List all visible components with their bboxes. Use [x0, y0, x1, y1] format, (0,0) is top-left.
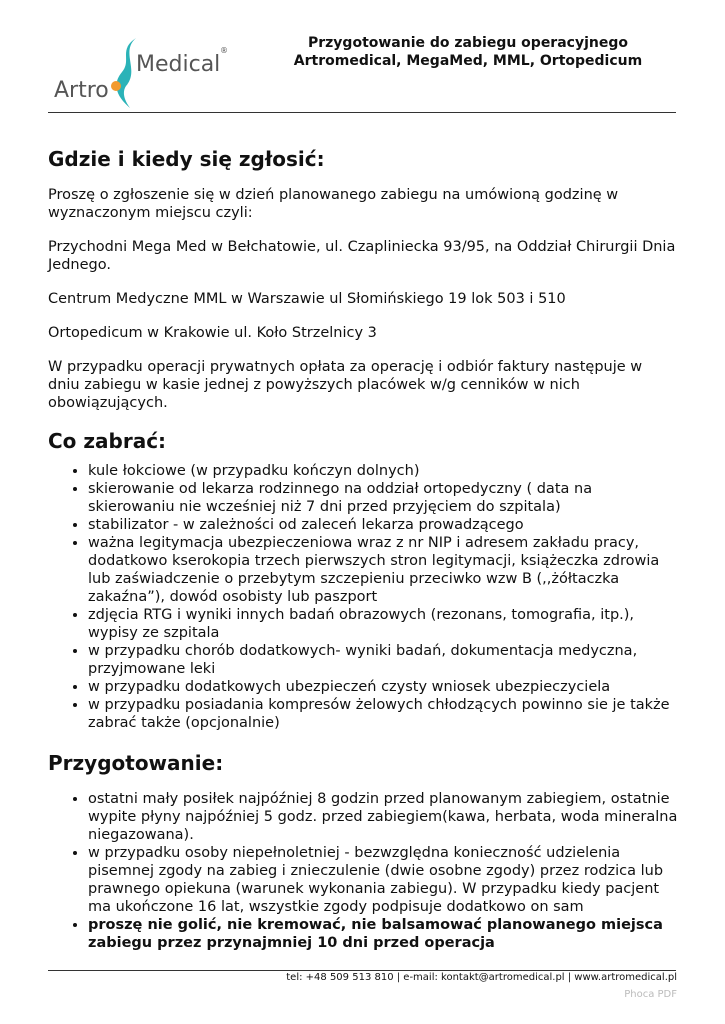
header-line-2: Artromedical, MegaMed, MML, Ortopedicum — [293, 53, 643, 69]
list-item: • stabilizator - w zależności od zaleceń lekarza prowadzącego — [88, 516, 678, 534]
logo-text-medical: Medical — [136, 52, 221, 77]
footer-contact: tel: +48 509 513 810 | e-mail: kontakt@artromedical.pl | www.artromedical.pl — [286, 972, 677, 983]
document-header — [280, 34, 656, 70]
list-item: • skierowanie od lekarza rodzinnego na oddział ortopedyczny ( data na skierowaniu nie wcześniej niż 7 dni przed przyjęciem do szpitala) — [88, 480, 678, 516]
header-divider — [48, 112, 676, 113]
list-item: • zdjęcia RTG i wyniki innych badań obrazowych (rezonans, tomografia, itp.), wypisy ze szpitala — [88, 606, 678, 642]
footer-divider — [48, 970, 676, 971]
list-item: • w przypadku chorób dodatkowych- wyniki badań, dokumentacja medyczna, przyjmowane leki — [88, 642, 678, 678]
list-item: • ważna legitymacja ubezpieczeniowa wraz z nr NIP i adresem zakładu pracy, dodatkowo kserokopia trzech pierwszych stron legitymacji, książeczka zdrowia lub zaświadczenie o przebytym szczepieniu przeciwko wzw B (,,żółtaczka zakaźna”), dowód osobisty lub paszport — [88, 534, 678, 606]
paragraph: Przychodni Mega Med w Bełchatowie, ul. Czapliniecka 93/95, na Oddział Chirurgii Dnia Jednego. — [48, 239, 676, 273]
header-line-1: Przygotowanie do zabiegu operacyjnego — [307, 35, 628, 51]
paragraph: Ortopedicum w Krakowie ul. Koło Strzelnicy 3 — [48, 325, 377, 341]
list-item: • ostatni mały posiłek najpóźniej 8 godzin przed planowanym zabiegiem, ostatnie wypite płyny najpóźniej 5 godz. przed zabiegiem(kawa, herbata, woda mineralna niegazowana). — [88, 790, 678, 844]
section-heading-where-when: Gdzie i kiedy się zgłosić: — [48, 147, 325, 171]
paragraph: Centrum Medyczne MML w Warszawie ul Słomińskiego 19 lok 503 i 510 — [48, 291, 566, 307]
logo-text-artro: Artro — [54, 78, 109, 103]
preparation-list — [48, 790, 678, 952]
list-item: • kule łokciowe (w przypadku kończyn dolnych) — [88, 462, 678, 480]
phoca-pdf-link[interactable]: Phoca PDF — [624, 989, 677, 1000]
paragraph: W przypadku operacji prywatnych opłata za operację i odbiór faktury następuje w dniu zabiegu w kasie jednej z powyższych placówek w/g cenników w nich obowiązujących. — [48, 359, 643, 411]
list-item-bold: • proszę nie golić, nie kremować, nie balsamować planowanego miejsca zabiegu przez przynajmniej 10 dni przed operacja — [88, 916, 678, 952]
section-heading-preparation: Przygotowanie: — [48, 751, 224, 775]
logo-registered-mark: ® — [220, 46, 228, 55]
section-heading-what-to-bring: Co zabrać: — [48, 429, 167, 453]
paragraph: Proszę o zgłoszenie się w dzień planowanego zabiegu na umówioną godzinę w wyznaczonym miejscu czyli: — [48, 187, 619, 221]
document-body — [48, 146, 678, 952]
list-item: • w przypadku osoby niepełnoletniej - bezwzględna konieczność udzielenia pisemnej zgody na zabieg i znieczulenie (dwie osobne zgody) przez rodzica lub prawnego opiekuna (warunek wykonania zabiegu). W przypadku kiedy pacjent ma ukończone 16 lat, wszystkie zgody podpisuje dodatkowo on sam — [88, 844, 678, 916]
logo-dot-icon — [110, 80, 122, 92]
list-item: • w przypadku posiadania kompresów żelowych chłodzących powinno sie je także zabrać także (opcjonalnie) — [88, 696, 678, 732]
list-item: • w przypadku dodatkowych ubezpieczeń czysty wniosek ubezpieczyciela — [88, 678, 678, 696]
logo — [52, 36, 232, 112]
bring-list — [48, 462, 678, 732]
